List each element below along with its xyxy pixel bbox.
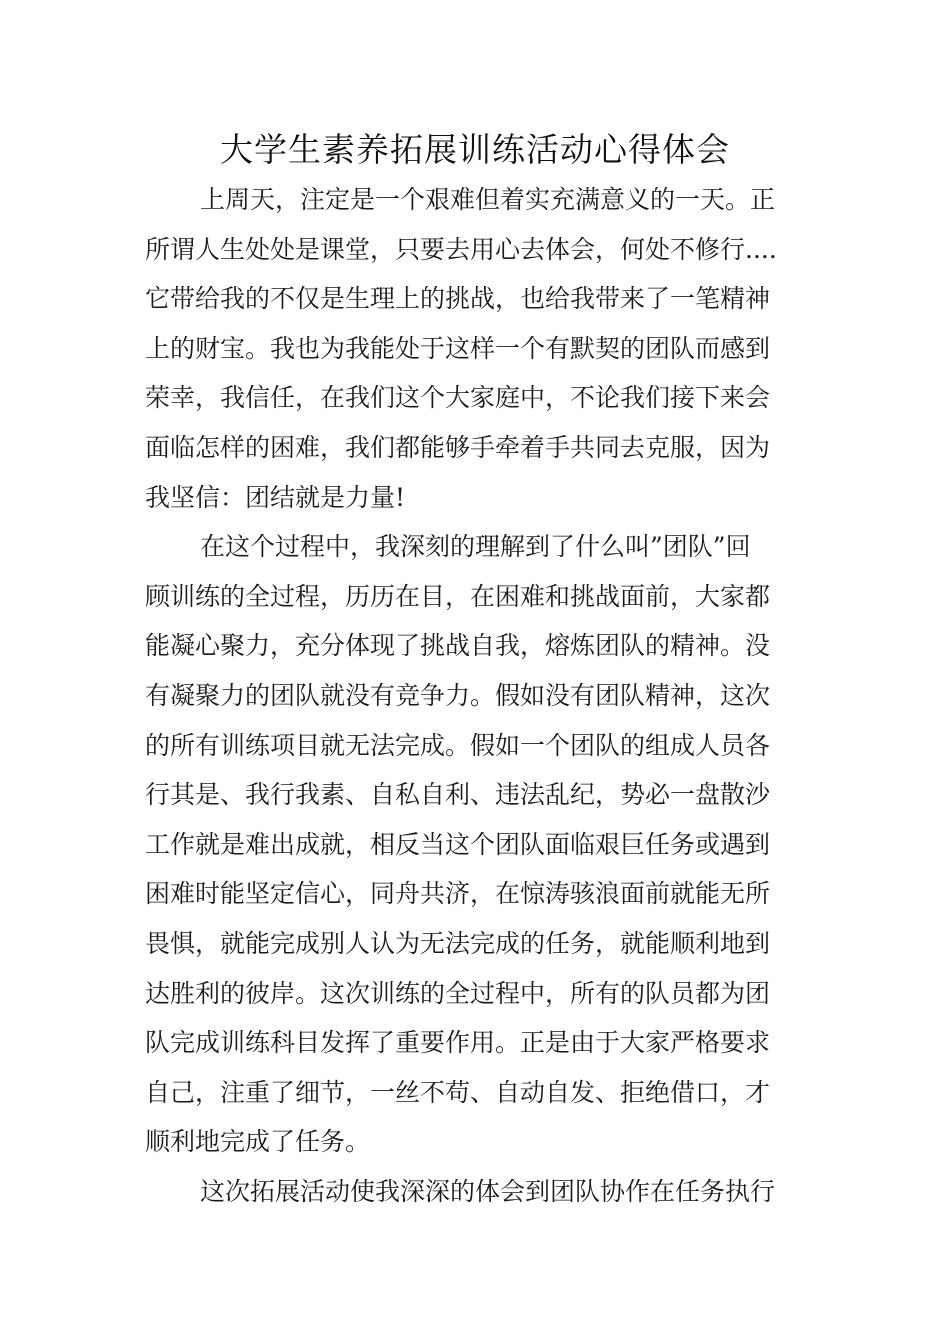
paragraph-line: 上周天，注定是一个艰难但着实充满意义的一天。正: [200, 185, 776, 214]
paragraph-line: 自己，注重了细节，一丝不苟、自动自发、拒绝借口，才: [145, 1077, 771, 1107]
paragraph-line: 顺利地完成了任务。: [145, 1127, 371, 1157]
paragraph-line: 上的财宝。我也为我能处于这样一个有默契的团队而感到: [145, 333, 771, 363]
paragraph-line: 在这个过程中，我深刻的理解到了什么叫”团队”回: [200, 532, 751, 562]
paragraph-line: 这次拓展活动使我深深的体会到团队协作在任务执行: [200, 1176, 776, 1206]
document-title: 大学生素养拓展训练活动心得体会: [220, 130, 730, 169]
document-body: [145, 175, 815, 1216]
paragraph-line: 顾训练的全过程，历历在目，在困难和挑战面前，大家都: [145, 581, 771, 611]
paragraph-line: 的所有训练项目就无法完成。假如一个团队的组成人员各: [145, 730, 771, 760]
paragraph-line: 困难时能坚定信心，同舟共济，在惊涛骇浪面前就能无所: [145, 879, 771, 909]
paragraph-line: 它带给我的不仅是生理上的挑战，也给我带来了一笔精神: [145, 284, 771, 314]
paragraph-line: 所谓人生处处是课堂，只要去用心去体会，何处不修行....: [145, 234, 777, 264]
paragraph-line: 我坚信：团结就是力量!: [145, 482, 406, 512]
paragraph-line: 能凝心聚力，充分体现了挑战自我，熔炼团队的精神。没: [145, 631, 771, 661]
paragraph-line: 荣幸，我信任，在我们这个大家庭中，不论我们接下来会: [145, 383, 771, 413]
paragraph-line: 畏惧，就能完成别人认为无法完成的任务，就能顺利地到: [145, 928, 771, 958]
paragraph-line: 达胜利的彼岸。这次训练的全过程中，所有的队员都为团: [145, 978, 771, 1008]
paragraph-line: 有凝聚力的团队就没有竞争力。假如没有团队精神，这次: [145, 680, 771, 710]
paragraph-line: 面临怎样的困难，我们都能够手牵着手共同去克服，因为: [145, 432, 771, 462]
paragraph-line: 队完成训练科目发挥了重要作用。正是由于大家严格要求: [145, 1028, 771, 1058]
paragraph-line: 工作就是难出成就，相反当这个团队面临艰巨任务或遇到: [145, 829, 771, 859]
paragraph-line: 行其是、我行我素、自私自利、违法乱纪，势必一盘散沙: [145, 780, 771, 810]
